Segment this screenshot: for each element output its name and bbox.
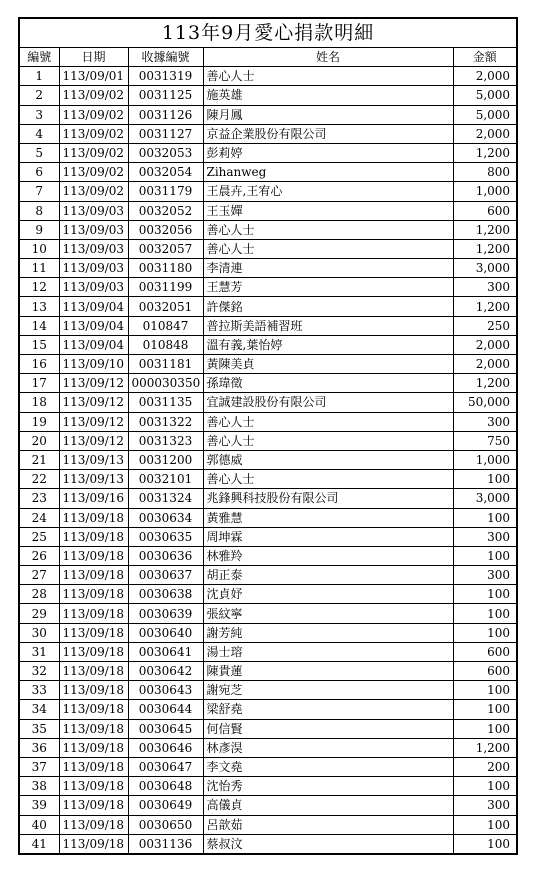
row-date: 113/09/02 — [59, 182, 128, 201]
table-row — [19, 163, 517, 182]
table-row — [19, 374, 517, 393]
row-amount: 1,000 — [453, 182, 517, 201]
row-amount: 100 — [453, 546, 517, 565]
row-donor-name: 普拉斯美語補習班 — [203, 316, 453, 335]
row-receipt-number: 0031136 — [128, 834, 203, 854]
row-donor-name: 何信賢 — [203, 719, 453, 738]
row-receipt-number: 0030640 — [128, 623, 203, 642]
row-date: 113/09/18 — [59, 834, 128, 854]
row-date: 113/09/02 — [59, 86, 128, 105]
row-donor-name: 孫瑋徵 — [203, 374, 453, 393]
row-donor-name: 林雅羚 — [203, 546, 453, 565]
row-donor-name: 沈怡秀 — [203, 777, 453, 796]
row-receipt-number: 0030636 — [128, 546, 203, 565]
table-row — [19, 508, 517, 527]
table-row — [19, 431, 517, 450]
table-row — [19, 681, 517, 700]
row-donor-name: 高儀貞 — [203, 796, 453, 815]
row-date: 113/09/18 — [59, 623, 128, 642]
row-date: 113/09/13 — [59, 450, 128, 469]
row-receipt-number: 0030649 — [128, 796, 203, 815]
row-amount: 100 — [453, 815, 517, 834]
table-row — [19, 719, 517, 738]
row-amount: 300 — [453, 796, 517, 815]
row-donor-name: 彭莉婷 — [203, 143, 453, 162]
row-donor-name: 林彥淏 — [203, 738, 453, 757]
row-receipt-number: 0031181 — [128, 355, 203, 374]
row-receipt-number: 0030650 — [128, 815, 203, 834]
row-number: 8 — [19, 201, 59, 220]
row-amount: 600 — [453, 201, 517, 220]
row-number: 25 — [19, 527, 59, 546]
row-date: 113/09/04 — [59, 335, 128, 354]
row-donor-name: 兆鋒興科技股份有限公司 — [203, 489, 453, 508]
row-donor-name: 施英雄 — [203, 86, 453, 105]
row-donor-name: 陳月鳳 — [203, 105, 453, 124]
row-donor-name: 張紋寧 — [203, 604, 453, 623]
row-number: 31 — [19, 642, 59, 661]
table-title: 113年9月愛心捐款明細 — [19, 18, 517, 48]
row-donor-name: 善心人士 — [203, 412, 453, 431]
row-amount: 300 — [453, 412, 517, 431]
table-row — [19, 105, 517, 124]
row-receipt-number: 0032057 — [128, 239, 203, 258]
row-number: 10 — [19, 239, 59, 258]
row-number: 23 — [19, 489, 59, 508]
row-donor-name: 京益企業股份有限公司 — [203, 124, 453, 143]
row-receipt-number: 0032051 — [128, 297, 203, 316]
row-number: 29 — [19, 604, 59, 623]
row-number: 3 — [19, 105, 59, 124]
row-number: 11 — [19, 259, 59, 278]
row-number: 40 — [19, 815, 59, 834]
row-donor-name: 王晨卉,王宥心 — [203, 182, 453, 201]
row-number: 32 — [19, 662, 59, 681]
row-date: 113/09/18 — [59, 757, 128, 776]
row-donor-name: 胡正泰 — [203, 566, 453, 585]
row-amount: 600 — [453, 642, 517, 661]
row-date: 113/09/18 — [59, 546, 128, 565]
row-date: 113/09/18 — [59, 642, 128, 661]
row-number: 22 — [19, 470, 59, 489]
row-donor-name: 善心人士 — [203, 67, 453, 86]
row-donor-name: 王慧芳 — [203, 278, 453, 297]
row-number: 14 — [19, 316, 59, 335]
row-receipt-number: 0030639 — [128, 604, 203, 623]
row-donor-name: 梁舒堯 — [203, 700, 453, 719]
row-amount: 1,200 — [453, 374, 517, 393]
table-row — [19, 489, 517, 508]
table-row — [19, 777, 517, 796]
table-row — [19, 355, 517, 374]
row-date: 113/09/04 — [59, 297, 128, 316]
row-receipt-number: 0031179 — [128, 182, 203, 201]
row-receipt-number: 0030642 — [128, 662, 203, 681]
row-date: 113/09/18 — [59, 604, 128, 623]
row-amount: 2,000 — [453, 124, 517, 143]
row-receipt-number: 010847 — [128, 316, 203, 335]
row-number: 13 — [19, 297, 59, 316]
row-amount: 300 — [453, 566, 517, 585]
row-number: 30 — [19, 623, 59, 642]
row-receipt-number: 0030643 — [128, 681, 203, 700]
table-row — [19, 642, 517, 661]
row-amount: 100 — [453, 719, 517, 738]
row-number: 34 — [19, 700, 59, 719]
row-amount: 100 — [453, 585, 517, 604]
row-number: 41 — [19, 834, 59, 854]
title-row — [19, 18, 517, 48]
row-number: 12 — [19, 278, 59, 297]
row-number: 9 — [19, 220, 59, 239]
row-number: 1 — [19, 67, 59, 86]
row-number: 24 — [19, 508, 59, 527]
row-number: 35 — [19, 719, 59, 738]
row-number: 5 — [19, 143, 59, 162]
row-receipt-number: 0030645 — [128, 719, 203, 738]
row-date: 113/09/03 — [59, 278, 128, 297]
row-number: 6 — [19, 163, 59, 182]
row-number: 19 — [19, 412, 59, 431]
row-receipt-number: 0031127 — [128, 124, 203, 143]
table-row — [19, 662, 517, 681]
row-amount: 100 — [453, 508, 517, 527]
row-receipt-number: 0031126 — [128, 105, 203, 124]
row-number: 16 — [19, 355, 59, 374]
header-receipt: 收據編號 — [128, 48, 203, 67]
row-date: 113/09/18 — [59, 662, 128, 681]
row-amount: 5,000 — [453, 105, 517, 124]
row-amount: 100 — [453, 681, 517, 700]
row-amount: 50,000 — [453, 393, 517, 412]
row-number: 21 — [19, 450, 59, 469]
row-date: 113/09/18 — [59, 815, 128, 834]
row-amount: 100 — [453, 777, 517, 796]
donation-table — [18, 17, 518, 855]
row-date: 113/09/01 — [59, 67, 128, 86]
row-amount: 100 — [453, 700, 517, 719]
row-amount: 1,200 — [453, 297, 517, 316]
row-date: 113/09/18 — [59, 681, 128, 700]
row-receipt-number: 0030638 — [128, 585, 203, 604]
table-row — [19, 527, 517, 546]
row-amount: 300 — [453, 278, 517, 297]
table-row — [19, 412, 517, 431]
table-body — [19, 67, 517, 854]
row-donor-name: 善心人士 — [203, 239, 453, 258]
row-date: 113/09/02 — [59, 163, 128, 182]
row-date: 113/09/04 — [59, 316, 128, 335]
row-amount: 3,000 — [453, 489, 517, 508]
row-date: 113/09/18 — [59, 508, 128, 527]
row-date: 113/09/03 — [59, 220, 128, 239]
row-donor-name: 許傑銘 — [203, 297, 453, 316]
row-date: 113/09/18 — [59, 777, 128, 796]
row-date: 113/09/12 — [59, 374, 128, 393]
row-receipt-number: 0031135 — [128, 393, 203, 412]
row-receipt-number: 0030637 — [128, 566, 203, 585]
row-date: 113/09/13 — [59, 470, 128, 489]
row-donor-name: 李清連 — [203, 259, 453, 278]
header-amount: 金額 — [453, 48, 517, 67]
row-number: 27 — [19, 566, 59, 585]
table-row — [19, 278, 517, 297]
row-receipt-number: 0031322 — [128, 412, 203, 431]
table-row — [19, 546, 517, 565]
table-row — [19, 585, 517, 604]
row-amount: 2,000 — [453, 335, 517, 354]
row-receipt-number: 000030350 — [128, 374, 203, 393]
table-row — [19, 316, 517, 335]
table-row — [19, 259, 517, 278]
table-row — [19, 143, 517, 162]
row-number: 33 — [19, 681, 59, 700]
row-receipt-number: 0031125 — [128, 86, 203, 105]
row-donor-name: 沈貞妤 — [203, 585, 453, 604]
table-row — [19, 604, 517, 623]
row-receipt-number: 0032053 — [128, 143, 203, 162]
row-donor-name: 善心人士 — [203, 431, 453, 450]
row-receipt-number: 0031324 — [128, 489, 203, 508]
row-number: 7 — [19, 182, 59, 201]
row-receipt-number: 0031323 — [128, 431, 203, 450]
header-row — [19, 48, 517, 67]
row-date: 113/09/18 — [59, 527, 128, 546]
row-amount: 800 — [453, 163, 517, 182]
table-row — [19, 796, 517, 815]
row-date: 113/09/02 — [59, 143, 128, 162]
table-row — [19, 67, 517, 86]
row-donor-name: 善心人士 — [203, 220, 453, 239]
table-row — [19, 201, 517, 220]
header-name: 姓名 — [203, 48, 453, 67]
row-date: 113/09/18 — [59, 719, 128, 738]
table-row — [19, 182, 517, 201]
row-amount: 1,200 — [453, 220, 517, 239]
row-donor-name: Zihanweg — [203, 163, 453, 182]
row-amount: 100 — [453, 470, 517, 489]
row-number: 4 — [19, 124, 59, 143]
row-donor-name: 溫有義,葉怡婷 — [203, 335, 453, 354]
row-number: 28 — [19, 585, 59, 604]
table-row — [19, 393, 517, 412]
row-receipt-number: 0030646 — [128, 738, 203, 757]
row-donor-name: 呂歆茹 — [203, 815, 453, 834]
row-amount: 250 — [453, 316, 517, 335]
row-receipt-number: 0031199 — [128, 278, 203, 297]
table-row — [19, 220, 517, 239]
row-receipt-number: 0030648 — [128, 777, 203, 796]
row-amount: 750 — [453, 431, 517, 450]
row-number: 17 — [19, 374, 59, 393]
row-number: 15 — [19, 335, 59, 354]
row-receipt-number: 0030635 — [128, 527, 203, 546]
row-receipt-number: 0032054 — [128, 163, 203, 182]
row-receipt-number: 0032056 — [128, 220, 203, 239]
row-donor-name: 周坤霖 — [203, 527, 453, 546]
row-receipt-number: 0030644 — [128, 700, 203, 719]
table-row — [19, 757, 517, 776]
row-donor-name: 黃雅慧 — [203, 508, 453, 527]
row-amount: 100 — [453, 834, 517, 854]
row-date: 113/09/12 — [59, 431, 128, 450]
row-amount: 1,200 — [453, 738, 517, 757]
table-row — [19, 815, 517, 834]
row-date: 113/09/18 — [59, 796, 128, 815]
row-amount: 2,000 — [453, 67, 517, 86]
row-receipt-number: 0031200 — [128, 450, 203, 469]
row-amount: 600 — [453, 662, 517, 681]
row-date: 113/09/02 — [59, 105, 128, 124]
row-receipt-number: 010848 — [128, 335, 203, 354]
row-donor-name: 李文堯 — [203, 757, 453, 776]
row-receipt-number: 0031180 — [128, 259, 203, 278]
row-number: 39 — [19, 796, 59, 815]
row-number: 36 — [19, 738, 59, 757]
header-no: 編號 — [19, 48, 59, 67]
table-row — [19, 738, 517, 757]
row-donor-name: 宜誠建設股份有限公司 — [203, 393, 453, 412]
row-date: 113/09/03 — [59, 259, 128, 278]
row-donor-name: 蔡叔汶 — [203, 834, 453, 854]
row-date: 113/09/16 — [59, 489, 128, 508]
row-amount: 100 — [453, 604, 517, 623]
row-number: 2 — [19, 86, 59, 105]
row-amount: 1,000 — [453, 450, 517, 469]
row-date: 113/09/03 — [59, 239, 128, 258]
table-row — [19, 86, 517, 105]
row-number: 26 — [19, 546, 59, 565]
row-receipt-number: 0032052 — [128, 201, 203, 220]
table-row — [19, 700, 517, 719]
table-row — [19, 239, 517, 258]
row-number: 18 — [19, 393, 59, 412]
row-donor-name: 王玉嬋 — [203, 201, 453, 220]
row-amount: 3,000 — [453, 259, 517, 278]
row-amount: 300 — [453, 527, 517, 546]
row-date: 113/09/12 — [59, 412, 128, 431]
row-date: 113/09/12 — [59, 393, 128, 412]
row-receipt-number: 0030634 — [128, 508, 203, 527]
row-amount: 100 — [453, 623, 517, 642]
row-donor-name: 善心人士 — [203, 470, 453, 489]
header-date: 日期 — [59, 48, 128, 67]
table-row — [19, 566, 517, 585]
row-donor-name: 黃陳美貞 — [203, 355, 453, 374]
row-donor-name: 謝宛芝 — [203, 681, 453, 700]
table-row — [19, 834, 517, 854]
row-amount: 1,200 — [453, 143, 517, 162]
table-row — [19, 470, 517, 489]
table-row — [19, 623, 517, 642]
row-date: 113/09/18 — [59, 738, 128, 757]
table-row — [19, 297, 517, 316]
row-date: 113/09/18 — [59, 585, 128, 604]
row-donor-name: 陳貴蓮 — [203, 662, 453, 681]
table-row — [19, 124, 517, 143]
row-receipt-number: 0030641 — [128, 642, 203, 661]
row-number: 37 — [19, 757, 59, 776]
row-amount: 200 — [453, 757, 517, 776]
row-amount: 1,200 — [453, 239, 517, 258]
row-receipt-number: 0032101 — [128, 470, 203, 489]
row-amount: 2,000 — [453, 355, 517, 374]
row-donor-name: 謝芳純 — [203, 623, 453, 642]
row-receipt-number: 0031319 — [128, 67, 203, 86]
row-date: 113/09/03 — [59, 201, 128, 220]
row-date: 113/09/02 — [59, 124, 128, 143]
row-number: 20 — [19, 431, 59, 450]
row-date: 113/09/18 — [59, 700, 128, 719]
row-donor-name: 湯士瑢 — [203, 642, 453, 661]
table-row — [19, 450, 517, 469]
row-date: 113/09/18 — [59, 566, 128, 585]
row-date: 113/09/10 — [59, 355, 128, 374]
row-receipt-number: 0030647 — [128, 757, 203, 776]
row-number: 38 — [19, 777, 59, 796]
row-donor-name: 郭德威 — [203, 450, 453, 469]
table-row — [19, 335, 517, 354]
row-amount: 5,000 — [453, 86, 517, 105]
